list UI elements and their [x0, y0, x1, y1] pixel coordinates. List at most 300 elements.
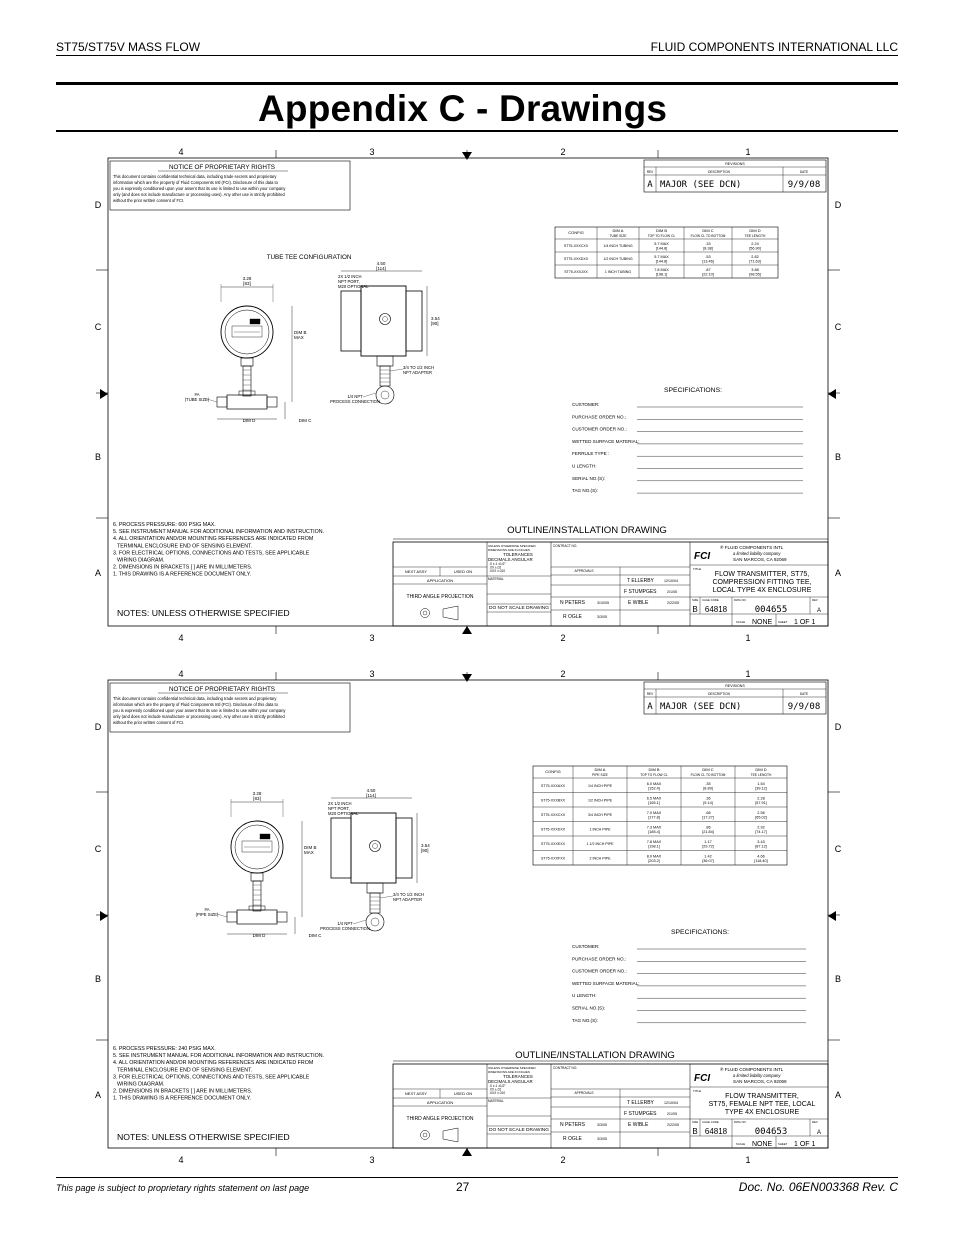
- zone-label: 4: [178, 633, 184, 643]
- dim-label: [114]: [376, 266, 386, 271]
- config-cell: 1.42: [704, 854, 712, 859]
- config-cell: [118.40]: [754, 858, 768, 863]
- config-cell: 2 INCH PIPE: [589, 856, 611, 861]
- config-cell: [144.8]: [655, 246, 668, 251]
- drawing-type: OUTLINE/INSTALLATION DRAWING: [515, 1050, 675, 1061]
- tb-company2: a limited liability company: [733, 1073, 781, 1078]
- drawing-rect: [242, 841, 272, 852]
- tb-rev-label: REV: [812, 1120, 818, 1124]
- dim-label: 4.50: [376, 261, 386, 266]
- zone-label: D: [94, 722, 102, 732]
- zone-label: 1: [745, 1155, 751, 1165]
- drawing-sheet: [0, 662, 954, 1182]
- footer-rule: [56, 1177, 898, 1178]
- note-text: 2. DIMENSIONS IN BRACKETS [ ] ARE IN MILLIMETERS.: [113, 564, 253, 571]
- dim-label: [90]: [431, 321, 439, 326]
- tb-do-not-scale: DO NOT SCALE DRAWING: [489, 1128, 549, 1133]
- title-rule-top: [56, 82, 898, 85]
- notes-footer: NOTES: UNLESS OTHERWISE SPECIFIED: [117, 1132, 290, 1142]
- zone-label: B: [94, 452, 102, 462]
- zone-label: D: [94, 200, 102, 210]
- config-subheader: TUBE SIZE: [609, 234, 627, 238]
- tb-dwg: 004655: [754, 605, 788, 615]
- zone-label: 3: [369, 147, 375, 157]
- spec-label: U LENGTH:: [572, 463, 597, 469]
- config-header: DIM C: [702, 767, 714, 772]
- dim-label: 2X 1/2 INCH: [338, 274, 362, 279]
- tb-scale: NONE: [752, 619, 773, 626]
- config-cell: [87.12]: [755, 844, 767, 849]
- drawing-line: [390, 369, 403, 371]
- zone-label: 4: [178, 669, 184, 679]
- config-cell: ST75-XXXFXX: [541, 856, 565, 861]
- center-mark: [100, 911, 108, 921]
- revisions-date: 9/9/08: [787, 702, 821, 712]
- config-cell: 3.43: [757, 839, 765, 844]
- config-header: DIM B: [655, 228, 668, 233]
- config-cell: [22.10]: [702, 272, 714, 277]
- config-cell: 8.0 MAX: [646, 854, 662, 859]
- header-left: ST75/ST75V MASS FLOW: [56, 40, 201, 54]
- tb-city: SAN MARCOS, CA 92069: [733, 1079, 787, 1084]
- drawing-rect: [406, 291, 422, 351]
- dim-label: [83]: [243, 281, 251, 286]
- zone-label: 1: [745, 633, 751, 643]
- config-cell: [177.8]: [648, 815, 660, 820]
- zone-label: 3: [369, 633, 375, 643]
- dim-label: DIM B: [304, 845, 317, 850]
- config-cell: .87: [705, 268, 711, 272]
- zone-label: 1: [745, 669, 751, 679]
- projection-symbol: [443, 1128, 458, 1142]
- dim-label: [90]: [421, 848, 429, 853]
- dim-label: 1/4 NPT: [337, 921, 353, 926]
- tb-dwg-label: DWG NO.: [734, 598, 747, 602]
- zone-label: B: [834, 974, 842, 984]
- dim-label: M20 OPTIONAL: [338, 284, 369, 289]
- tb-title-line: FLOW TRANSMITTER, ST75,: [714, 571, 810, 578]
- tb-drawn-by: T ELLERBY: [627, 578, 654, 584]
- revisions-header: DESCRIPTION: [708, 692, 730, 696]
- center-mark: [462, 674, 472, 682]
- config-cell: 7.8 MAX: [646, 839, 662, 844]
- tb-mfg: R OGLE: [563, 1136, 582, 1142]
- tb-cage-label: CAGE CODE: [702, 1120, 719, 1124]
- pipe-end: [371, 918, 379, 926]
- tb-title-line: TYPE 4X ENCLOSURE: [724, 1109, 800, 1116]
- tb-rev: A: [816, 1130, 822, 1136]
- drawing-line: [217, 914, 227, 917]
- config-cell: [29.72]: [702, 844, 714, 849]
- tb-engineer-date: 3/10/05: [597, 601, 609, 605]
- config-cell: ST75-XXXCXX: [540, 812, 566, 817]
- tb-drawn-by: T ELLERBY: [627, 1100, 654, 1106]
- dim-label: NPT PORT,: [338, 279, 360, 284]
- tb-cage: 64818: [704, 605, 728, 614]
- config-header: DIM C: [702, 228, 714, 233]
- tb-mfg-date: 3/3/05: [597, 1137, 607, 1141]
- tb-tolerance: DECIMALS ANGULAR: [488, 557, 533, 562]
- projection-symbol: [421, 1131, 430, 1140]
- zone-label: A: [94, 1090, 102, 1100]
- tb-approvals: APPROVALS: [574, 569, 594, 573]
- dim-label: PROCESS CONNECTION: [320, 926, 370, 931]
- tb-material: MATERIAL: [488, 1099, 504, 1103]
- zone-label: 2: [560, 147, 566, 157]
- zone-label: B: [94, 974, 102, 984]
- spec-label: TAG NO.(S):: [572, 1017, 598, 1023]
- drawing-rect: [331, 818, 351, 878]
- drawing-rect: [341, 291, 361, 351]
- page-number: 27: [456, 1180, 470, 1194]
- drawing-type: OUTLINE/INSTALLATION DRAWING: [507, 525, 667, 536]
- zone-label: C: [834, 322, 842, 332]
- notice-text: only (and does not include manufacture or processing uses). Any other use is strictly prohibited: [113, 714, 285, 719]
- tb-qa-date: 2/22/05: [667, 1123, 679, 1127]
- dim-label: (TUBE SIZE): [184, 397, 210, 402]
- spec-label: PURCHASE ORDER NO.:: [572, 956, 627, 962]
- fci-logo: FCI: [694, 1073, 711, 1084]
- tb-dwg: 004653: [754, 1127, 788, 1137]
- tb-drawn-date: 12/10/04: [664, 579, 678, 583]
- tb-tolerance: TOLERANCES: [503, 1074, 533, 1079]
- config-cell: 1/4 INCH PIPE: [588, 783, 612, 788]
- tb-used-on: USED ON: [453, 569, 473, 574]
- tb-sheet-label: SHEET: [778, 620, 788, 624]
- config-header: CONFIG: [568, 230, 584, 235]
- port-circle: [380, 314, 391, 325]
- revisions-desc: MAJOR (SEE DCN): [660, 702, 742, 712]
- config-header: DIM A: [594, 767, 606, 772]
- zone-label: C: [94, 322, 102, 332]
- config-cell: 6.5 MAX: [646, 796, 662, 801]
- tb-mfg: R OGLE: [563, 614, 582, 620]
- tb-cage: 64818: [704, 1127, 728, 1136]
- tb-tolerance: TOLERANCES: [503, 552, 533, 557]
- note-text: 4. ALL ORIENTATION AND/OR MOUNTING REFERENCES ARE INDICATED FROM: [113, 1060, 314, 1067]
- tb-checked-by: F STUMPGES: [624, 1111, 657, 1117]
- revisions-header: DATE: [799, 692, 809, 696]
- config-cell: [152.4]: [648, 786, 660, 791]
- tb-title-line: COMPRESSION FITTING TEE,: [712, 579, 812, 586]
- note-text: 3. FOR ELECTRICAL OPTIONS, CONNECTIONS AND TESTS, SEE APPLICABLE: [113, 550, 310, 557]
- revisions-date: 9/9/08: [787, 180, 821, 190]
- config-cell: ST75-XXXDXX: [563, 257, 589, 261]
- notice-text: This document contains confidential technical data, including trade secrets and proprietary: [113, 174, 277, 179]
- tb-company: ® FLUID COMPONENTS INTL: [720, 545, 784, 550]
- tb-title-line: FLOW TRANSMITTER,: [725, 1093, 799, 1100]
- center-mark: [462, 1148, 472, 1156]
- tb-qa-date: 2/22/05: [667, 601, 679, 605]
- spec-label: FERRULE TYPE :: [572, 451, 610, 457]
- config-cell: [36.07]: [702, 858, 714, 863]
- drawing-line: [380, 896, 393, 898]
- config-cell: 2.56: [757, 810, 765, 815]
- config-cell: 6.0 MAX: [646, 781, 662, 786]
- drawing-rect: [227, 912, 237, 922]
- page-header: [56, 40, 898, 56]
- tb-contract: CONTRACT NO.: [553, 1066, 578, 1070]
- dim-label: 3.54: [421, 843, 430, 848]
- tb-sheet-label: SHEET: [778, 1142, 788, 1146]
- config-cell: .68: [705, 810, 711, 815]
- projection-symbol: [423, 611, 427, 615]
- center-mark: [462, 626, 472, 634]
- spec-label: SERIAL NO.(S):: [572, 475, 606, 481]
- config-cell: [98.55]: [749, 272, 761, 277]
- note-text: 1. THIS DRAWING IS A REFERENCE DOCUMENT ONLY.: [113, 1095, 252, 1102]
- drawing-rect: [250, 319, 260, 324]
- tb-qa: E WIBLE: [628, 600, 649, 606]
- note-text: WIRING DIAGRAM.: [117, 1081, 165, 1088]
- drawing-rect: [253, 881, 261, 911]
- revisions-header: DATE: [799, 170, 809, 174]
- config-subheader: PIPE SIZE: [592, 773, 608, 777]
- config-subheader: TOP TO FLOW CL: [640, 773, 668, 777]
- config-cell: [8.89]: [703, 786, 713, 791]
- tb-dwg-label: DWG NO.: [734, 1120, 747, 1124]
- note-text: 2. DIMENSIONS IN BRACKETS [ ] ARE IN MILLIMETERS.: [113, 1088, 253, 1095]
- config-cell: [8.38]: [703, 246, 713, 251]
- drawing-rect: [227, 395, 267, 409]
- tb-tolerance: DIMENSIONS ARE IN INCHES: [488, 548, 530, 552]
- dim-label: 3.54: [431, 316, 440, 321]
- tb-size-label: SIZE: [692, 598, 699, 602]
- config-cell: ST75-XXXDXX: [540, 827, 566, 832]
- config-cell: 7.0 MAX: [646, 810, 662, 815]
- config-cell: 1/4 INCH TUBING: [603, 244, 633, 248]
- config-cell: [17.27]: [702, 815, 714, 820]
- config-cell: .35: [705, 781, 711, 786]
- zone-label: 4: [178, 1155, 184, 1165]
- config-cell: 7.8 MAX: [654, 268, 669, 272]
- revisions-rev: A: [647, 180, 653, 190]
- tb-drawn-date: 12/10/04: [664, 1101, 678, 1105]
- dim-label: [114]: [366, 793, 376, 798]
- config-cell: 1 INCH TUBING: [604, 270, 632, 274]
- revisions-desc: MAJOR (SEE DCN): [660, 180, 742, 190]
- tb-tolerance: DECIMALS ANGULAR: [488, 1079, 533, 1084]
- specifications-title: SPECIFICATIONS:: [663, 387, 723, 394]
- drawing-rect: [232, 326, 262, 337]
- tb-tolerance: .X ±.1 ±1/2°: [489, 562, 506, 566]
- notes-footer: NOTES: UNLESS OTHERWISE SPECIFIED: [117, 608, 290, 618]
- config-header: DIM B: [648, 767, 660, 772]
- config-cell: [203.2]: [648, 858, 660, 863]
- note-text: TERMINAL ENCLOSURE END OF SENSING ELEMENT.: [117, 1067, 253, 1074]
- tb-title-line: LOCAL TYPE 4X ENCLOSURE: [712, 587, 812, 594]
- center-mark: [828, 911, 836, 921]
- tb-tolerance: DIMENSIONS ARE IN INCHES: [488, 1070, 530, 1074]
- dim-label: M20 OPTIONAL: [328, 811, 359, 816]
- dim-label: MAX: [294, 335, 304, 340]
- config-cell: [198.1]: [648, 844, 660, 849]
- note-text: TERMINAL ENCLOSURE END OF SENSING ELEMENT.: [117, 543, 253, 550]
- config-cell: .36: [705, 796, 711, 801]
- tb-scale-label: SCALE: [736, 620, 746, 624]
- note-text: 6. PROCESS PRESSURE: 240 PSIG MAX.: [113, 1046, 216, 1052]
- notice-text: This document contains confidential technical data, including trade secrets and proprietary: [113, 696, 277, 701]
- zone-label: B: [834, 452, 842, 462]
- spec-label: CUSTOMER:: [572, 402, 600, 407]
- config-cell: [71.63]: [749, 259, 761, 264]
- footer-left: This page is subject to proprietary rights statement on last page: [56, 1183, 310, 1193]
- drawing-rect: [267, 397, 277, 407]
- zone-label: C: [94, 844, 102, 854]
- config-cell: ST75-XXXCXX: [563, 244, 589, 248]
- config-cell: 1 INCH PIPE: [589, 827, 611, 832]
- note-text: 1. THIS DRAWING IS A REFERENCE DOCUMENT ONLY.: [113, 571, 252, 578]
- tb-sheet: 1 OF 1: [794, 1141, 816, 1148]
- tb-do-not-scale: DO NOT SCALE DRAWING: [489, 606, 549, 611]
- specifications-title: SPECIFICATIONS:: [670, 929, 730, 936]
- dim-label: MAX: [304, 850, 314, 855]
- notice-text: information which are the property of Fluid Components Intl (FCI). Disclosure of this data to: [113, 702, 278, 707]
- config-cell: [198.1]: [655, 272, 668, 277]
- projection-symbol: [421, 609, 430, 618]
- spec-label: U LENGTH:: [572, 993, 597, 999]
- dim-label: 3.28: [252, 791, 262, 796]
- config-cell: [13.46]: [702, 259, 714, 264]
- tb-projection: THIRD ANGLE PROJECTION: [406, 1116, 474, 1122]
- dim-label: DIM C: [308, 933, 322, 938]
- revisions-header: REV: [646, 692, 654, 696]
- tb-next-assy: NEXT ASSY: [404, 569, 428, 574]
- tb-tolerance: .XXX ±.010: [489, 1091, 506, 1096]
- config-header: DIM D: [755, 767, 767, 772]
- zone-label: 2: [560, 633, 566, 643]
- drawing-rect: [380, 366, 390, 386]
- drawing-line: [353, 920, 366, 924]
- dim-label: 3/4 TO 1/2 INCH: [403, 365, 435, 370]
- zone-label: A: [834, 1090, 842, 1100]
- tb-qa: E WIBLE: [628, 1122, 649, 1128]
- drawing-rect: [377, 356, 393, 366]
- revisions-title: REVISIONS: [725, 162, 745, 166]
- config-subheader: TOP TO FLOW CL: [647, 234, 676, 238]
- tb-checked-date: 2/1/05: [667, 1112, 677, 1116]
- config-cell: 2.28: [757, 796, 765, 801]
- tb-engineer-date: 3/3/05: [597, 1123, 607, 1127]
- spec-label: PURCHASE ORDER NO.:: [572, 414, 627, 420]
- fci-logo: FCI: [694, 551, 711, 562]
- dim-label: DIM C: [298, 418, 312, 423]
- revisions-header: REV: [646, 170, 654, 174]
- doc-number: Doc. No. 06EN003368 Rev. C: [738, 1180, 898, 1194]
- config-cell: 5.7 MAX: [654, 242, 669, 246]
- config-cell: [65.02]: [755, 815, 767, 820]
- tb-sheet: 1 OF 1: [794, 619, 816, 626]
- center-mark: [462, 152, 472, 160]
- config-cell: ST75-XXXAXX: [540, 783, 566, 788]
- dim-label: (PIPE SIZE): [195, 912, 219, 917]
- tb-cage-label: CAGE CODE: [702, 598, 719, 602]
- dim-label: DIM B: [294, 330, 307, 335]
- dim-label: #A: [204, 907, 210, 912]
- config-header: DIM A: [612, 228, 624, 233]
- drawing-rect: [237, 910, 277, 924]
- tb-engineer: N PETERS: [560, 1122, 586, 1128]
- drawing-rect: [241, 358, 253, 366]
- revisions-rev: A: [647, 702, 653, 712]
- tb-tolerance: .XXX ±.010: [489, 569, 506, 574]
- dim-label: 2X 1/2 INCH: [328, 801, 352, 806]
- dim-label: NPT PORT,: [328, 806, 350, 811]
- tb-size: B: [692, 605, 698, 614]
- config-subheader: TEE LENGTH: [750, 773, 772, 777]
- config-cell: [39.12]: [755, 786, 767, 791]
- tb-used-on: USED ON: [453, 1091, 473, 1096]
- drawing-rect: [367, 883, 383, 893]
- note-text: WIRING DIAGRAM.: [117, 557, 165, 564]
- spec-label: CUSTOMER:: [572, 944, 600, 949]
- tb-checked-date: 2/1/05: [667, 590, 677, 594]
- center-mark: [100, 389, 108, 399]
- revisions-title: REVISIONS: [725, 684, 745, 688]
- config-header: CONFIG: [545, 769, 561, 774]
- spec-label: WETTED SURFACE MATERIAL:: [572, 980, 640, 986]
- config-cell: [57.91]: [755, 800, 767, 805]
- tb-tolerance: .XX ±.02: [489, 565, 502, 570]
- config-cell: [9.14]: [703, 800, 713, 805]
- tb-scale-label: SCALE: [736, 1142, 746, 1146]
- configuration-label: TUBE TEE CONFIGURATION: [266, 254, 352, 261]
- dim-label: 1/4 NPT: [347, 394, 363, 399]
- zone-label: C: [834, 844, 842, 854]
- tb-approvals: APPROVALS: [574, 1091, 594, 1095]
- note-text: 5. SEE INSTRUMENT MANUAL FOR ADDITIONAL INFORMATION AND INSTRUCTION.: [113, 1053, 325, 1060]
- config-cell: 2.82: [751, 255, 759, 259]
- center-mark: [828, 389, 836, 399]
- config-cell: [165.1]: [648, 800, 660, 805]
- drawing-rect: [396, 818, 412, 878]
- config-cell: [144.8]: [655, 259, 668, 264]
- config-cell: 2.92: [757, 825, 765, 830]
- notice-text: information which are the property of Fluid Components Intl (FCI). Disclosure of this data to: [113, 180, 278, 185]
- notice-text: you is expressly conditioned upon your assent that its use is limited to use within your company: [113, 708, 286, 713]
- dim-label: #A: [194, 392, 200, 397]
- config-cell: 3/4 INCH PIPE: [588, 812, 612, 817]
- tb-checked-by: F STUMPGES: [624, 589, 657, 595]
- config-cell: .33: [705, 242, 711, 246]
- drawing-rect: [260, 834, 270, 839]
- header-rule: [56, 55, 898, 56]
- projection-symbol: [423, 1133, 427, 1137]
- dim-label: DIM D: [252, 933, 266, 938]
- tb-contract: CONTRACT NO.: [553, 544, 578, 548]
- config-cell: .53: [705, 255, 711, 259]
- zone-label: D: [834, 722, 842, 732]
- tb-mfg-date: 3/3/05: [597, 615, 607, 619]
- tb-title-label: TITLE: [693, 1089, 702, 1093]
- tb-size: B: [692, 1127, 698, 1136]
- page-title: Appendix C - Drawings: [258, 88, 668, 129]
- config-cell: [185.4]: [648, 829, 660, 834]
- config-cell: 1.54: [757, 781, 765, 786]
- tb-application: APPLICATION: [426, 578, 454, 583]
- tb-size-label: SIZE: [692, 1120, 699, 1124]
- notice-title: NOTICE OF PROPRIETARY RIGHTS: [168, 686, 276, 693]
- zone-label: 2: [560, 1155, 566, 1165]
- revisions-header: DESCRIPTION: [708, 170, 730, 174]
- page-footer: [56, 1180, 898, 1196]
- zone-label: 1: [745, 147, 751, 157]
- dim-label: 3.28: [242, 276, 252, 281]
- tb-tolerance: UNLESS OTHERWISE SPECIFIED: [488, 544, 536, 548]
- drawing-line: [363, 393, 376, 397]
- port-circle: [383, 317, 388, 322]
- zone-label: D: [834, 200, 842, 210]
